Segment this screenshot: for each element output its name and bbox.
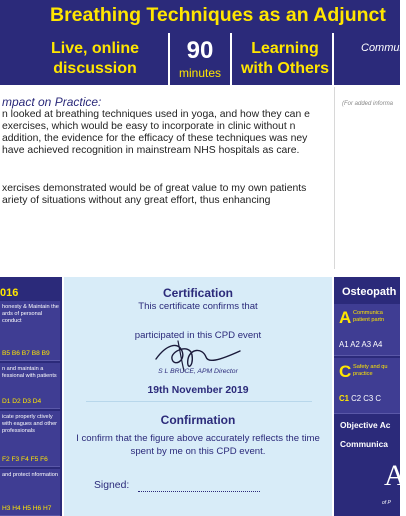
theme-box-a (334, 304, 400, 356)
osteopath-panel (334, 277, 406, 516)
format-cell (0, 33, 168, 85)
organisation-logo: A (384, 459, 406, 492)
standard-text: icate properly ctively with eagues and other professionals (2, 414, 58, 434)
standard-text: n and maintain a fessional with patients (2, 366, 57, 379)
minutes-number: 90 (186, 37, 214, 64)
theme-letter: A (339, 308, 352, 327)
community-label: Commun (361, 42, 406, 54)
header-row (0, 33, 406, 85)
duration-cell (170, 33, 230, 85)
highlighted-code: C1 (339, 394, 349, 403)
logo-subtitle: of P (382, 500, 391, 506)
theme-codes: A1 A2 A3 A4 (339, 340, 383, 349)
standard-box-h (0, 469, 60, 516)
certification-line-2: participated in this CPD event (134, 330, 262, 341)
signatory-name: S L BRUCE, APM Director (158, 368, 238, 375)
right-note-panel (334, 87, 400, 269)
standard-codes: D1 D2 D3 D4 (2, 398, 42, 405)
right-note-text: (For added informa (342, 101, 394, 107)
learning-label: Learning with Others (240, 40, 329, 77)
signature-line[interactable] (138, 491, 260, 492)
format-label: Live, online discussion (50, 40, 139, 77)
impact-paragraph-2: xercises demonstrated would be of great value to my own patients ariety of situations without any great effort, thus enhancing (2, 183, 307, 206)
theme-letter: C (339, 362, 352, 381)
impact-section (0, 87, 334, 269)
impact-heading: mpact on Practice: (2, 95, 102, 109)
divider (86, 401, 312, 402)
standard-box-b (0, 301, 60, 361)
standard-codes: H3 H4 H5 H6 H7 (2, 505, 52, 512)
event-date: 19th November 2019 (147, 385, 249, 396)
theme-text: Safety and qu practice (353, 364, 388, 377)
impact-paragraph-1: n looked at breathing techniques used in yoga, and how they can e exercises, which would be easy to incorporate in clinic without n addition, the evidence for the efficacy of these techniques was ney have achieved recognition in mainstream NHS hospitals as care. (2, 109, 310, 156)
standards-year: 016 (0, 287, 19, 299)
confirmation-heading: Confirmation (160, 413, 236, 427)
other-codes: C2 C3 C (351, 394, 382, 403)
confirmation-text: I confirm that the figure above accurately reflects the time spent by me on this CPD event. (76, 433, 320, 457)
theme-box-c (334, 358, 400, 414)
standard-box-d (0, 363, 60, 409)
document-title: Breathing Techniques as an Adjunct (50, 4, 386, 26)
signed-label: Signed: (94, 480, 130, 491)
certification-panel (64, 277, 332, 516)
standard-codes: F2 F3 F4 F5 F6 (2, 456, 48, 463)
objective-label: Objective Ac (340, 420, 391, 430)
learning-cell (232, 33, 332, 85)
minutes-label: minutes (178, 66, 222, 80)
standard-text: and protect nformation (2, 472, 58, 478)
standard-codes: B5 B6 B7 B8 B9 (2, 350, 50, 357)
theme-text: Communica patient partn (353, 310, 385, 323)
communication-label: Communica (340, 439, 388, 449)
standard-box-f (0, 411, 60, 467)
osteopath-title: Osteopath (342, 286, 397, 298)
title-band (0, 0, 400, 33)
standard-text: honesty & Maintain the ards of personal conduct (2, 304, 59, 324)
certification-line-1: This certificate confirms that (138, 301, 258, 312)
standards-panel (0, 277, 62, 516)
community-cell (334, 33, 406, 85)
certification-heading: Certification (162, 286, 233, 300)
theme-codes (339, 394, 381, 403)
